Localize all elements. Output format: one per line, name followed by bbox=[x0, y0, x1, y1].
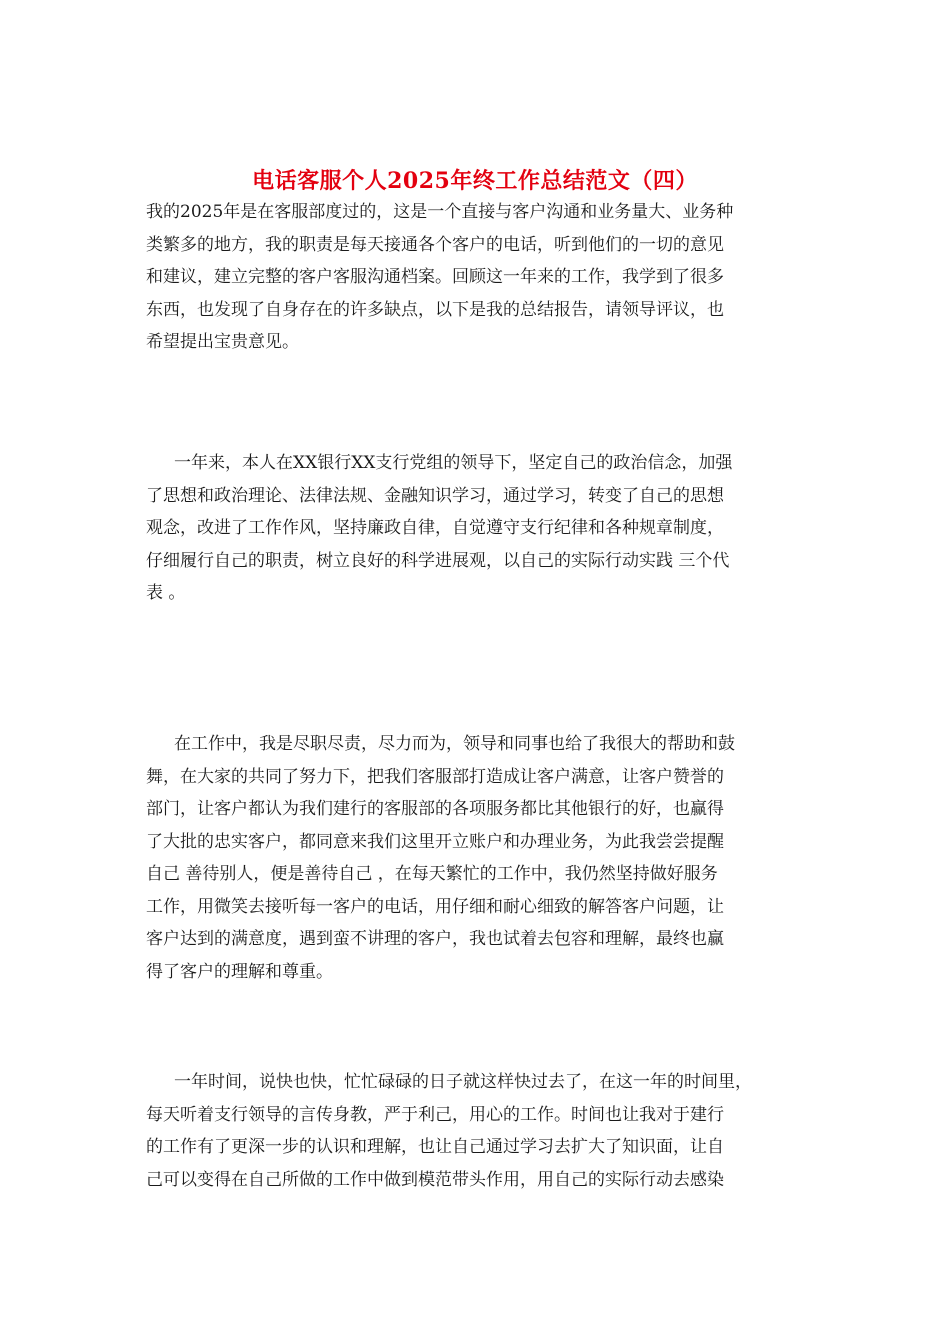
paragraph-1 bbox=[146, 196, 811, 359]
paragraph-2 bbox=[146, 447, 811, 610]
paragraph-line: 己可以变得在自己所做的工作中做到模范带头作用，用自己的实际行动去感染 bbox=[146, 1169, 724, 1190]
document-title: 电话客服个人2025年终工作总结范文（四） bbox=[252, 167, 698, 194]
paragraph-line: 舞，在大家的共同了努力下，把我们客服部打造成让客户满意，让客户赞誉的 bbox=[146, 766, 724, 787]
paragraph-line: 每天听着支行领导的言传身教，严于利己，用心的工作。时间也让我对于建行 bbox=[146, 1104, 724, 1125]
paragraph-line: 希望提出宝贵意见。 bbox=[146, 332, 299, 352]
paragraph-line: 部门，让客户都认为我们建行的客服部的各项服务都比其他银行的好，也赢得 bbox=[146, 799, 724, 819]
paragraph-line: 自己 善待别人，便是善待自己 ，在每天繁忙的工作中，我仍然坚持做好服务 bbox=[146, 864, 718, 884]
paragraph-line: 了大批的忠实客户，都同意来我们这里开立账户和办理业务，为此我尝尝提醒 bbox=[146, 831, 724, 852]
paragraph-3 bbox=[146, 728, 811, 988]
paragraph-line: 的工作有了更深一步的认识和理解，也让自己通过学习去扩大了知识面，让自 bbox=[146, 1137, 724, 1157]
paragraph-line: 我的2025年是在客服部度过的，这是一个直接与客户沟通和业务量大、业务种 bbox=[146, 202, 734, 222]
paragraph-line: 客户达到的满意度，遇到蛮不讲理的客户，我也试着去包容和理解，最终也赢 bbox=[146, 929, 724, 949]
paragraph-line: 了思想和政治理论、法律法规、金融知识学习，通过学习，转变了自己的思想 bbox=[146, 485, 724, 506]
paragraph-line: 东西，也发现了自身存在的许多缺点，以下是我的总结报告，请领导评议，也 bbox=[146, 299, 724, 320]
paragraph-line: 工作，用微笑去接听每一客户的电话，用仔细和耐心细致的解答客户问题，让 bbox=[146, 896, 724, 917]
paragraph-line: 类繁多的地方，我的职责是每天接通各个客户的电话，听到他们的一切的意见 bbox=[146, 234, 724, 255]
paragraph-line: 观念，改进了工作作风，坚持廉政自律，自觉遵守支行纪律和各种规章制度， bbox=[146, 518, 724, 538]
paragraph-line: 在工作中，我是尽职尽责，尽力而为，领导和同事也给了我很大的帮助和鼓 bbox=[174, 734, 735, 754]
paragraph-4 bbox=[146, 1066, 811, 1196]
paragraph-line: 和建议，建立完整的客户客服沟通档案。回顾这一年来的工作，我学到了很多 bbox=[146, 267, 724, 287]
paragraph-line: 一年来，本人在XX银行XX支行党组的领导下，坚定自己的政治信念，加强 bbox=[174, 453, 733, 473]
paragraph-line: 一年时间，说快也快，忙忙碌碌的日子就这样快过去了，在这一年的时间里， bbox=[174, 1072, 752, 1092]
paragraph-line: 表 。 bbox=[146, 583, 186, 603]
paragraph-line: 仔细履行自己的职责，树立良好的科学进展观，以自己的实际行动实践 三个代 bbox=[146, 550, 730, 571]
paragraph-line: 得了客户的理解和尊重。 bbox=[146, 961, 333, 982]
